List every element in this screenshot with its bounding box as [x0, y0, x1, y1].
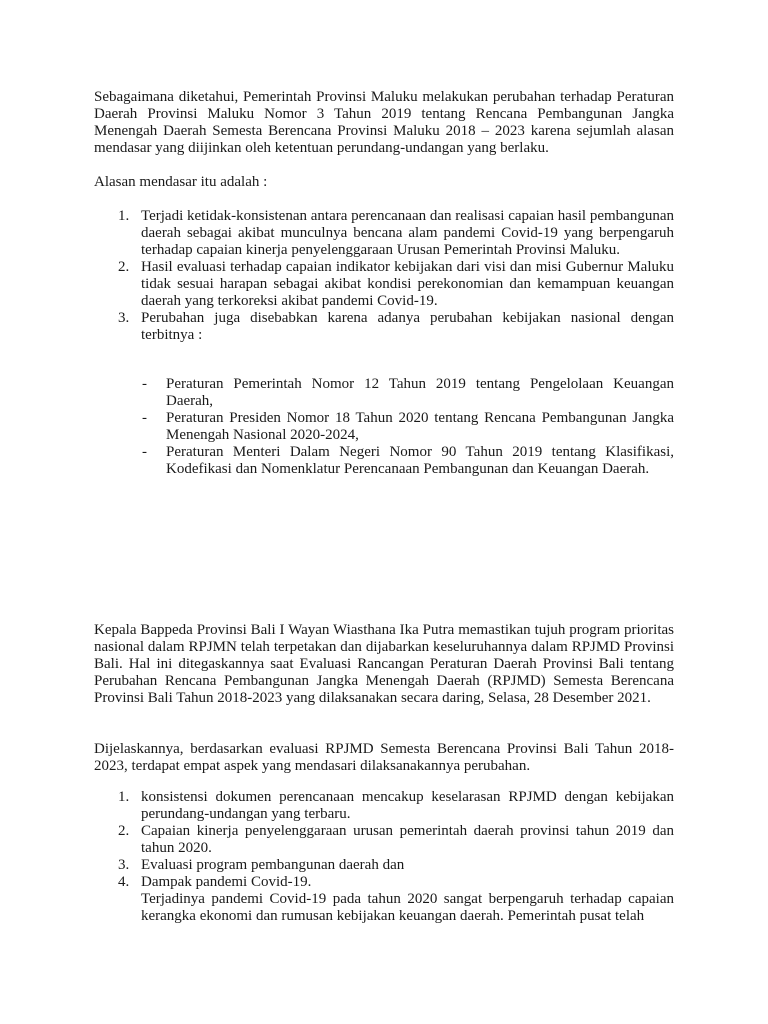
- bali-aspects-lead: Dijelaskannya, berdasarkan evaluasi RPJMD Semesta Berencana Provinsi Bali Tahun 2018-2023, terdapat empat aspek yang mendasari dilaksanakannya perubahan.: [94, 741, 674, 774]
- list-dash: -: [142, 444, 147, 460]
- list-number: 3.: [118, 857, 130, 873]
- list-continuation-text: Terjadinya pandemi Covid-19 pada tahun 2020 sangat berpengaruh terhadap capaian kerangka ekonomi dan rumusan kebijakan keuangan daerah. Pemerintah pusat telah: [141, 891, 674, 924]
- list-number: 4.: [118, 874, 130, 890]
- list-number: 1.: [118, 789, 130, 805]
- list-item-text: Capaian kinerja penyelenggaraan urusan pemerintah daerah provinsi tahun 2019 dan tahun 2020.: [141, 823, 674, 856]
- bali-intro-paragraph: Kepala Bappeda Provinsi Bali I Wayan Wiasthana Ika Putra memastikan tujuh program prioritas nasional dalam RPJMN telah terpetakan dan dijabarkan keseluruhannya dalam RPJMD Provinsi Bali. Hal ini ditegaskannya saat Evaluasi Rancangan Peraturan Daerah Provinsi Bali tentang Perubahan Rencana Pembangunan Jangka Menengah Daerah (RPJMD) Semesta Berencana Provinsi Bali Tahun 2018-2023 yang dilaksanakan secara daring, Selasa, 28 Desember 2021.: [94, 622, 674, 706]
- list-item: [142, 444, 674, 478]
- list-item-text: Peraturan Pemerintah Nomor 12 Tahun 2019 tentang Pengelolaan Keuangan Daerah,: [166, 376, 674, 409]
- list-item-text: konsistensi dokumen perencanaan mencakup keselarasan RPJMD dengan kebijakan perundang-undangan yang terbaru.: [141, 789, 674, 822]
- list-item: [142, 410, 674, 444]
- list-item: [94, 208, 674, 259]
- list-item-text: Terjadi ketidak-konsistenan antara perencanaan dan realisasi capaian hasil pembangunan daerah sebagai akibat munculnya bencana alam pandemi Covid-19 yang berpengaruh terhadap capaian kinerja penyelenggaraan Urusan Pemerintah Provinsi Maluku.: [141, 208, 674, 258]
- list-item-text: Peraturan Menteri Dalam Negeri Nomor 90 Tahun 2019 tentang Klasifikasi, Kodefikasi dan Nomenklatur Perencanaan Pembangunan dan Keuangan Daerah.: [166, 444, 674, 477]
- national-regulations-list: [142, 376, 674, 478]
- maluku-reasons-list: [94, 208, 674, 344]
- list-item: [142, 376, 674, 410]
- list-item: [94, 857, 674, 874]
- list-number: 2.: [118, 259, 130, 275]
- bali-aspects-list: [94, 789, 674, 925]
- maluku-reasons-lead: Alasan mendasar itu adalah :: [94, 174, 268, 190]
- list-item-text: Hasil evaluasi terhadap capaian indikator kebijakan dari visi dan misi Gubernur Maluku tidak sesuai harapan sebagai akibat kondisi perekonomian dan kemampuan keuangan daerah yang terkoreksi akibat pandemi Covid-19.: [141, 259, 674, 309]
- list-item: [94, 310, 674, 344]
- list-number: 1.: [118, 208, 130, 224]
- maluku-intro-paragraph: Sebagaimana diketahui, Pemerintah Provinsi Maluku melakukan perubahan terhadap Peraturan Daerah Provinsi Maluku Nomor 3 Tahun 2019 tentang Rencana Pembangunan Jangka Menengah Daerah Semesta Berencana Provinsi Maluku 2018 – 2023 karena sejumlah alasan mendasar yang diijinkan oleh ketentuan perundang-undangan yang berlaku.: [94, 89, 674, 156]
- list-item: [94, 874, 674, 925]
- list-item-text: Dampak pandemi Covid-19.: [141, 874, 312, 890]
- list-item-text: Peraturan Presiden Nomor 18 Tahun 2020 tentang Rencana Pembangunan Jangka Menengah Nasional 2020-2024,: [166, 410, 674, 443]
- list-dash: -: [142, 376, 147, 392]
- list-item-text: Perubahan juga disebabkan karena adanya perubahan kebijakan nasional dengan terbitnya :: [141, 310, 674, 343]
- list-item: [94, 259, 674, 310]
- list-number: 3.: [118, 310, 130, 326]
- list-number: 2.: [118, 823, 130, 839]
- list-item-text: Evaluasi program pembangunan daerah dan: [141, 857, 405, 873]
- list-item: [94, 789, 674, 823]
- list-item: [94, 823, 674, 857]
- list-dash: -: [142, 410, 147, 426]
